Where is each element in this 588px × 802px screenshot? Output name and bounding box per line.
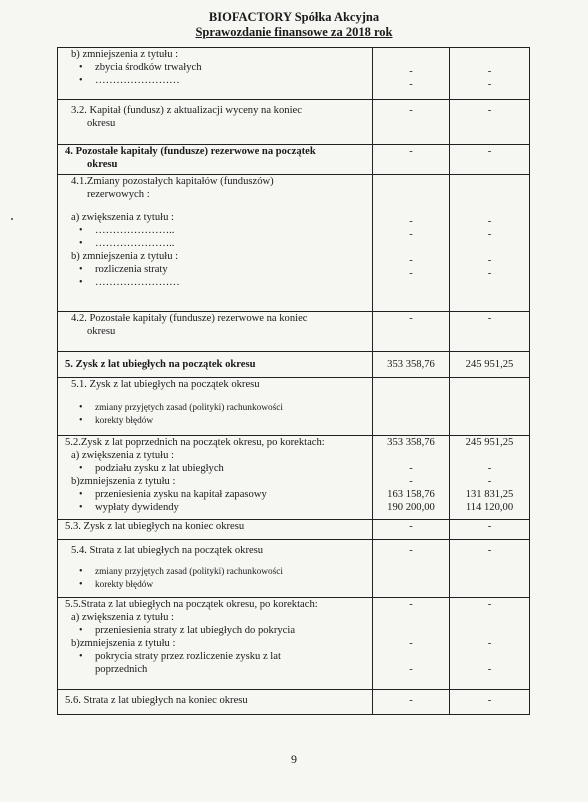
cell-value: 245 951,25 [465, 437, 514, 448]
row-text: 3.2. Kapitał (fundusz) z aktualizacji wyceny na koniec [71, 105, 302, 116]
cell-value: - [487, 521, 492, 532]
value-2017 [450, 520, 530, 540]
cell-value: - [487, 695, 492, 706]
table-row [58, 598, 530, 690]
row-text: 5. Zysk z lat ubiegłych na początek okresu [65, 359, 256, 370]
value-2017 [450, 145, 530, 175]
page-number: 9 [291, 752, 297, 766]
row-text: okresu [87, 159, 118, 170]
row-text: • …………………… [65, 276, 368, 289]
cell-value: - [409, 545, 413, 556]
value-2018 [373, 145, 450, 175]
row-text: • pokrycia straty przez rozliczenie zysku z lat [65, 650, 368, 663]
table-row [58, 100, 530, 145]
row-text: • ………………….. [65, 237, 368, 250]
value-2017 [450, 175, 530, 312]
cell-value: 353 358,76 [387, 359, 435, 370]
table-row [58, 436, 530, 520]
row-text: 5.1. Zysk z lat ubiegłych na początek okresu [71, 379, 260, 390]
row-description [58, 48, 373, 100]
row-text: okresu [87, 326, 116, 337]
row-description [58, 175, 373, 312]
row-text: • wypłaty dywidendy [65, 501, 368, 514]
table-row [58, 540, 530, 598]
row-text: 4.2. Pozostałe kapitały (fundusze) rezerwowe na koniec [71, 313, 308, 324]
value-2017 [450, 100, 530, 145]
cell-value: - [409, 313, 413, 324]
cell-value: - [409, 476, 413, 487]
cell-value: 163 158,76 [387, 489, 435, 500]
cell-value: - [487, 599, 492, 610]
cell-value: - [487, 229, 492, 240]
value-2018 [373, 598, 450, 690]
scan-speck [11, 218, 13, 220]
value-2018 [373, 520, 450, 540]
cell-value: - [487, 216, 492, 227]
row-text: • podziału zysku z lat ubiegłych [65, 462, 368, 475]
value-2018 [373, 352, 450, 378]
value-2017 [450, 690, 530, 715]
value-2018 [373, 378, 450, 436]
cell-value: - [409, 521, 413, 532]
value-2018 [373, 175, 450, 312]
row-text: • rozliczenia straty [65, 263, 368, 276]
cell-value: - [487, 105, 492, 116]
row-text: 5.6. Strata z lat ubiegłych na koniec okresu [65, 695, 248, 706]
row-text: poprzednich [95, 664, 148, 675]
company-name: BIOFACTORY Spółka Akcyjna [208, 10, 380, 24]
row-description [58, 145, 373, 175]
row-text: b)zmniejszenia z tytułu : [71, 638, 176, 649]
row-description [58, 312, 373, 352]
value-2017 [450, 352, 530, 378]
row-text: 5.3. Zysk z lat ubiegłych na koniec okresu [65, 521, 245, 532]
table-row [58, 175, 530, 312]
row-text: • zbycia środków trwałych [65, 61, 368, 74]
cell-value: - [409, 599, 413, 610]
table-row [58, 312, 530, 352]
value-2018 [373, 690, 450, 715]
cell-value: - [409, 255, 413, 266]
row-text: 4.1.Zmiany pozostałych kapitałów (funduszów) [71, 176, 274, 187]
value-2017 [450, 378, 530, 436]
cell-value: - [409, 146, 413, 157]
financial-table [57, 47, 530, 715]
row-description [58, 540, 373, 598]
table-row [58, 145, 530, 175]
value-2017 [450, 436, 530, 520]
value-2018 [373, 100, 450, 145]
value-2017 [450, 48, 530, 100]
row-text: • zmiany przyjętych zasad (polityki) rachunkowości [65, 565, 368, 578]
row-description [58, 690, 373, 715]
cell-value: - [487, 66, 492, 77]
value-2018 [373, 540, 450, 598]
row-text: a) zwiększenia z tytułu : [71, 612, 174, 623]
cell-value: - [409, 695, 413, 706]
cell-value: - [487, 463, 492, 474]
row-text: b) zmniejszenia z tytułu : [71, 251, 179, 262]
value-2018 [373, 312, 450, 352]
row-text: b) zmniejszenia z tytułu : [71, 49, 179, 60]
row-text: 4. Pozostałe kapitały (fundusze) rezerwowe na początek [65, 146, 316, 157]
cell-value: - [487, 313, 492, 324]
cell-value: - [487, 664, 492, 675]
row-text: 5.2.Zysk z lat poprzednich na początek okresu, po korektach: [65, 437, 325, 448]
row-text: • zmiany przyjętych zasad (polityki) rachunkowości [65, 401, 368, 414]
cell-value: - [487, 79, 492, 90]
row-text: • …………………… [65, 74, 368, 87]
cell-value: - [409, 79, 413, 90]
row-text: 5.5.Strata z lat ubiegłych na początek okresu, po korektach: [65, 599, 318, 610]
cell-value: - [409, 216, 413, 227]
cell-value: - [487, 146, 492, 157]
cell-value: - [409, 229, 413, 240]
cell-value: - [409, 463, 413, 474]
cell-value: 353 358,76 [387, 437, 435, 448]
cell-value: 131 831,25 [465, 489, 514, 500]
row-description [58, 598, 373, 690]
table-row [58, 520, 530, 540]
row-description [58, 520, 373, 540]
table-row [58, 352, 530, 378]
table-row [58, 48, 530, 100]
cell-value: - [409, 638, 413, 649]
value-2018 [373, 436, 450, 520]
row-text: • przeniesienia zysku na kapitał zapasowy [65, 488, 368, 501]
row-description [58, 100, 373, 145]
cell-value: - [487, 476, 492, 487]
row-text: b)zmniejszenia z tytułu : [71, 476, 176, 487]
value-2017 [450, 540, 530, 598]
row-text: • ………………….. [65, 224, 368, 237]
cell-value: - [409, 66, 413, 77]
value-2017 [450, 312, 530, 352]
cell-value: - [487, 638, 492, 649]
row-description [58, 378, 373, 436]
cell-value: - [487, 268, 492, 279]
cell-value: - [487, 545, 492, 556]
document-header [0, 9, 588, 40]
table-row [58, 690, 530, 715]
cell-value: - [409, 105, 413, 116]
table-row [58, 378, 530, 436]
row-text: • korekty błędów [65, 414, 368, 427]
row-description [58, 436, 373, 520]
row-text: • korekty błędów [65, 578, 368, 591]
row-text: • przeniesienia straty z lat ubiegłych do pokrycia [65, 624, 368, 637]
value-2018 [373, 48, 450, 100]
cell-value: - [409, 664, 413, 675]
cell-value: - [487, 255, 492, 266]
row-text: okresu [87, 118, 116, 129]
row-text: 5.4. Strata z lat ubiegłych na początek okresu [71, 545, 264, 556]
cell-value: - [409, 268, 413, 279]
report-subtitle: Sprawozdanie finansowe za 2018 rok [195, 25, 393, 39]
cell-value: 190 200,00 [387, 502, 435, 513]
cell-value: 245 951,25 [465, 359, 514, 370]
row-description [58, 352, 373, 378]
cell-value: 114 120,00 [465, 502, 514, 513]
row-text: rezerwowych : [87, 189, 150, 200]
row-text: a) zwiększenia z tytułu : [71, 212, 174, 223]
row-text: a) zwiększenia z tytułu : [71, 450, 174, 461]
value-2017 [450, 598, 530, 690]
